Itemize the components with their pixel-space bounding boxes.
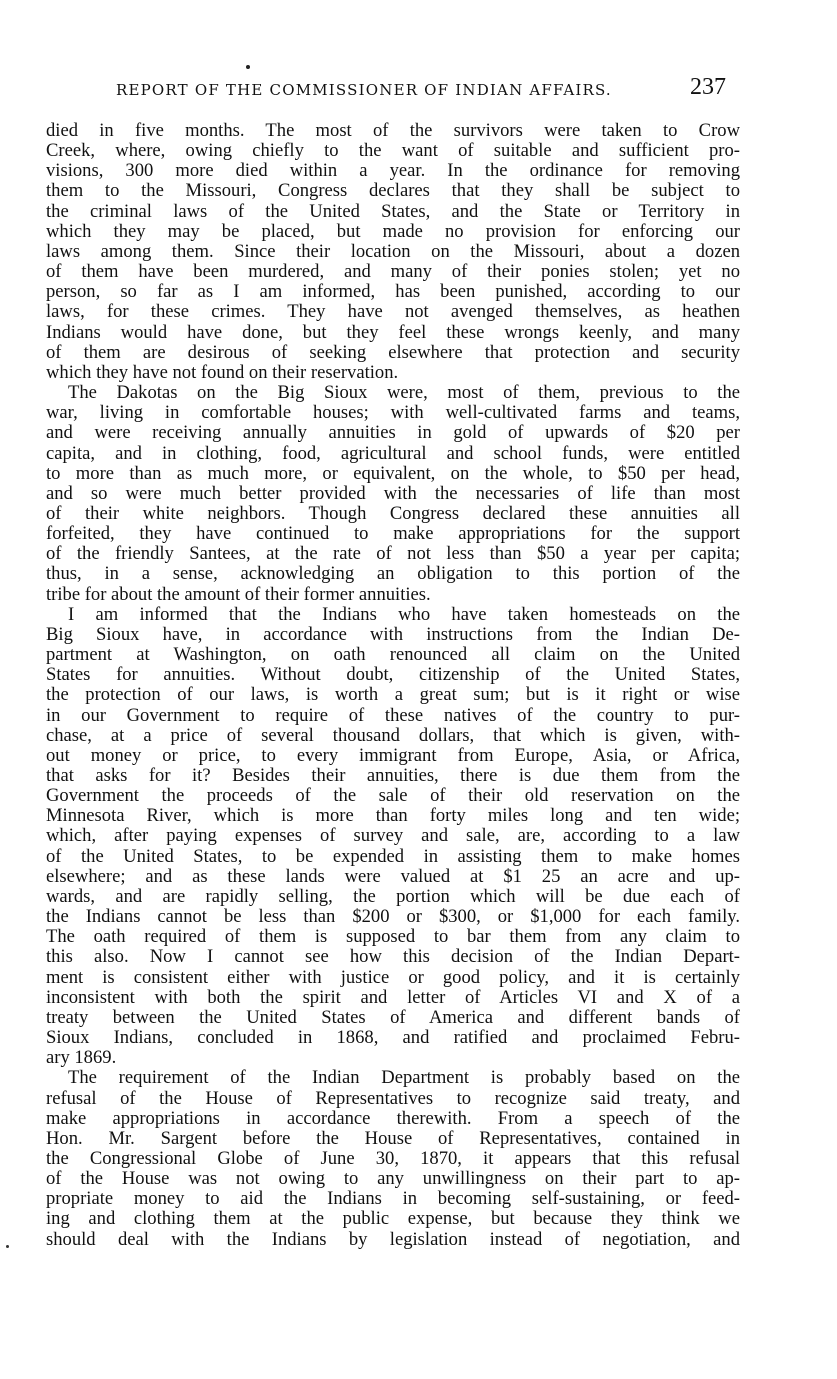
text-line: of them are desirous of seeking elsewhere that protection and security <box>46 341 740 363</box>
paragraph-first-line: I am informed that the Indians who have taken homesteads on the <box>68 603 740 625</box>
margin-speck <box>6 1245 9 1248</box>
text-line: Government the proceeds of the sale of their old reservation on the <box>46 785 740 807</box>
text-line: thus, in a sense, acknowledging an obligation to this portion of the <box>46 563 740 585</box>
text-line: died in five months. The most of the survivors were taken to Crow <box>46 120 740 141</box>
text-line: the Indians cannot be less than $200 or $300, or $1,000 for each family. <box>46 906 740 928</box>
page-header <box>46 74 736 104</box>
text-line: the Congressional Globe of June 30, 1870, it appears that this refusal <box>46 1147 740 1169</box>
text-line: elsewhere; and as these lands were valued at $1 25 an acre and up- <box>46 865 740 887</box>
text-line: Minnesota River, which is more than forty miles long and ten wide; <box>46 805 740 827</box>
text-line: make appropriations in accordance therewith. From a speech of the <box>46 1107 740 1129</box>
text-line: laws, for these crimes. They have not avenged themselves, as heathen <box>46 301 740 323</box>
text-line: person, so far as I am informed, has been punished, according to our <box>46 281 740 303</box>
text-line: The oath required of them is supposed to bar them from any claim to <box>46 926 740 948</box>
text-line: Big Sioux have, in accordance with instructions from the Indian De- <box>46 623 740 645</box>
page-number: 237 <box>690 74 726 100</box>
text-line: treaty between the United States of America and different bands of <box>46 1006 740 1028</box>
paragraph-first-line: The requirement of the Indian Department is probably based on the <box>68 1067 740 1089</box>
header-dot-mark <box>246 65 250 69</box>
text-line: visions, 300 more died within a year. In the ordinance for removing <box>46 160 740 182</box>
text-line: wards, and are rapidly selling, the portion which will be due each of <box>46 885 740 907</box>
text-line: Hon. Mr. Sargent before the House of Representatives, contained in <box>46 1127 740 1149</box>
text-line: of their white neighbors. Though Congress declared these annuities all <box>46 502 740 524</box>
text-line: forfeited, they have continued to make appropriations for the support <box>46 523 740 545</box>
text-line: this also. Now I cannot see how this decision of the Indian Depart- <box>46 946 740 968</box>
text-line: which, after paying expenses of survey and sale, are, according to a law <box>46 825 740 847</box>
text-line: tribe for about the amount of their former annuities. <box>46 583 431 605</box>
text-line: in our Government to require of these natives of the country to pur- <box>46 704 740 726</box>
text-line: ing and clothing them at the public expense, but because they think we <box>46 1208 740 1230</box>
text-line: refusal of the House of Representatives to recognize said treaty, and <box>46 1087 740 1109</box>
body-text <box>46 121 740 1250</box>
text-line: that asks for it? Besides their annuities, there is due them from the <box>46 765 740 786</box>
text-line: ment is consistent either with justice or good policy, and it is certainly <box>46 966 740 988</box>
text-line: and so were much better provided with the necessaries of life than most <box>46 482 740 504</box>
text-line: partment at Washington, on oath renounced all claim on the United <box>46 644 740 666</box>
text-line: of them have been murdered, and many of their ponies stolen; yet no <box>46 261 740 283</box>
text-line: of the friendly Santees, at the rate of not less than $50 a year per capita; <box>46 543 740 565</box>
text-line: war, living in comfortable houses; with well-cultivated farms and teams, <box>46 402 740 424</box>
text-line: Indians would have done, but they feel these wrongs keenly, and many <box>46 321 740 343</box>
running-head: REPORT OF THE COMMISSIONER OF INDIAN AFFAIRS. <box>116 81 612 99</box>
text-line: should deal with the Indians by legislation instead of negotiation, and <box>46 1228 740 1250</box>
paragraph-first-line: The Dakotas on the Big Sioux were, most of them, previous to the <box>68 382 740 404</box>
text-line: capita, and in clothing, food, agricultural and school funds, were entitled <box>46 442 740 464</box>
text-line: and were receiving annually annuities in gold of upwards of $20 per <box>46 422 740 444</box>
text-line: which they may be placed, but made no provision for enforcing our <box>46 220 740 242</box>
text-line: laws among them. Since their location on the Missouri, about a dozen <box>46 240 740 262</box>
text-line: of the House was not owing to any unwillingness on their part to ap- <box>46 1168 740 1190</box>
text-line: Sioux Indians, concluded in 1868, and ratified and proclaimed Febru- <box>46 1027 740 1049</box>
text-line: out money or price, to every immigrant from Europe, Asia, or Africa, <box>46 744 740 766</box>
text-line: States for annuities. Without doubt, citizenship of the United States, <box>46 664 740 686</box>
text-line: of the United States, to be expended in assisting them to make homes <box>46 845 740 867</box>
text-line: them to the Missouri, Congress declares that they shall be subject to <box>46 180 740 202</box>
text-line: to more than as much more, or equivalent, on the whole, to $50 per head, <box>46 462 740 484</box>
text-line: the protection of our laws, is worth a great sum; but is it right or wise <box>46 684 740 706</box>
text-line: the criminal laws of the United States, and the State or Territory in <box>46 200 740 222</box>
text-line: inconsistent with both the spirit and letter of Articles VI and X of a <box>46 986 740 1008</box>
text-line: chase, at a price of several thousand dollars, that which is given, with- <box>46 724 740 746</box>
text-line: ary 1869. <box>46 1047 117 1069</box>
text-line: which they have not found on their reservation. <box>46 361 399 383</box>
text-line: Creek, where, owing chiefly to the want of suitable and sufficient pro- <box>46 140 740 162</box>
text-line: propriate money to aid the Indians in becoming self-sustaining, or feed- <box>46 1188 740 1210</box>
